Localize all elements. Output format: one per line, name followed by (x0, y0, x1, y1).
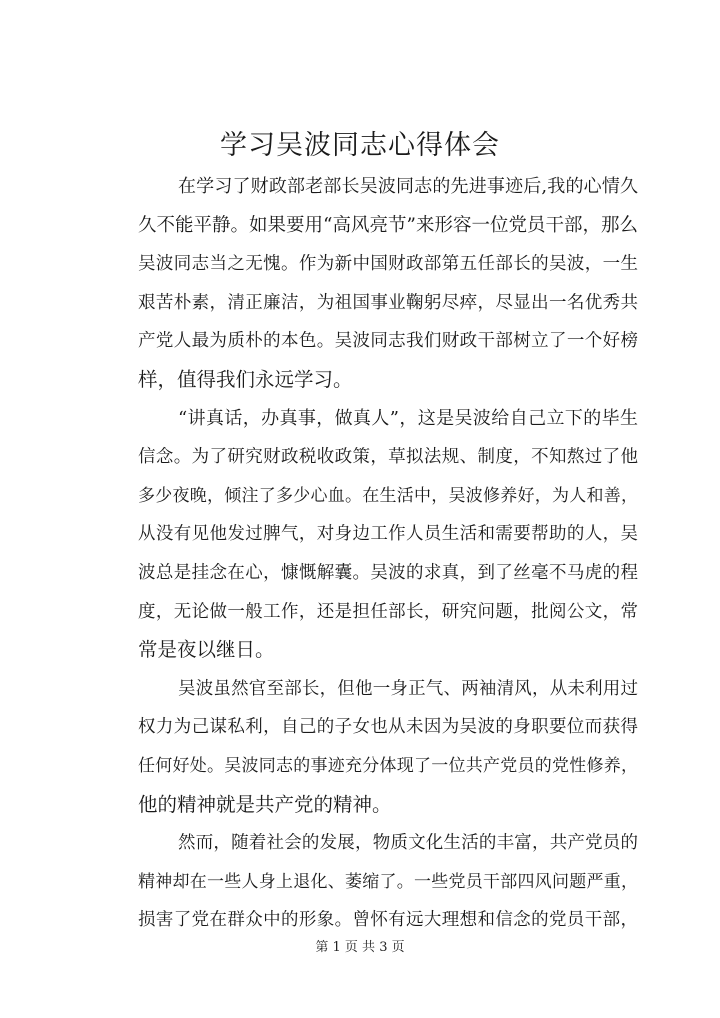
text-line: 然而，随着社会的发展，物质文化生活的丰富，共产党员的 (178, 833, 638, 854)
text-line: 产党人最为质朴的本色。吴波同志我们财政干部树立了一个好榜 (138, 331, 638, 352)
text-line: 多少夜晚，倾注了多少心血。在生活中，吴波修养好，为人和善， (138, 485, 638, 506)
text-line: 信念。为了研究财政税收政策，草拟法规、制度，不知熬过了他 (138, 447, 638, 468)
paragraph-1 (98, 168, 638, 400)
text-line: 常是夜以继日。 (138, 638, 275, 662)
text-line: 艰苦朴素，清正廉洁，为祖国事业鞠躬尽瘁，尽显出一名优秀共 (138, 292, 638, 313)
document-title: 学习吴波同志心得体会 (220, 130, 500, 161)
text-line: 任何好处。吴波同志的事迹充分体现了一位共产党员的党性修养， (138, 755, 638, 776)
text-line: 损害了党在群众中的形象。曾怀有远大理想和信念的党员干部， (138, 910, 638, 931)
text-line: 度，无论做一般工作，还是担任部长，研究问题，批阅公文，常 (138, 601, 638, 622)
paragraph-2 (98, 400, 638, 670)
text-line: 权力为己谋私利，自己的子女也从未因为吴波的身职要位而获得 (138, 717, 638, 738)
paragraph-4 (98, 824, 638, 940)
text-line: “讲真话，办真事，做真人”，这是吴波给自己立下的毕生 (178, 407, 638, 429)
text-line: 在学习了财政部老部长吴波同志的先进事迹后,我的心情久 (178, 176, 638, 197)
text-line: 波总是挂念在心，慷慨解囊。吴波的求真，到了丝毫不马虎的程 (138, 562, 638, 583)
document-body (98, 168, 638, 940)
text-line: 吴波同志当之无愧。作为新中国财政部第五任部长的吴波，一生 (138, 254, 638, 275)
text-line: 精神却在一些人身上退化、萎缩了。一些党员干部四风问题严重， (138, 871, 638, 892)
paragraph-3 (98, 670, 638, 824)
text-line: 吴波虽然官至部长，但他一身正气、两袖清风，从未利用过 (178, 678, 638, 699)
text-line: 他的精神就是共产党的精神。 (138, 792, 392, 816)
text-line: 久不能平静。如果要用“高风亮节”来形容一位党员干部，那么 (138, 214, 638, 236)
text-line: 从没有见他发过脾气，对身边工作人员生活和需要帮助的人，吴 (138, 524, 638, 545)
text-line: 样，值得我们永远学习。 (138, 367, 353, 391)
page-number: 第 1 页 共 3 页 (315, 940, 405, 955)
